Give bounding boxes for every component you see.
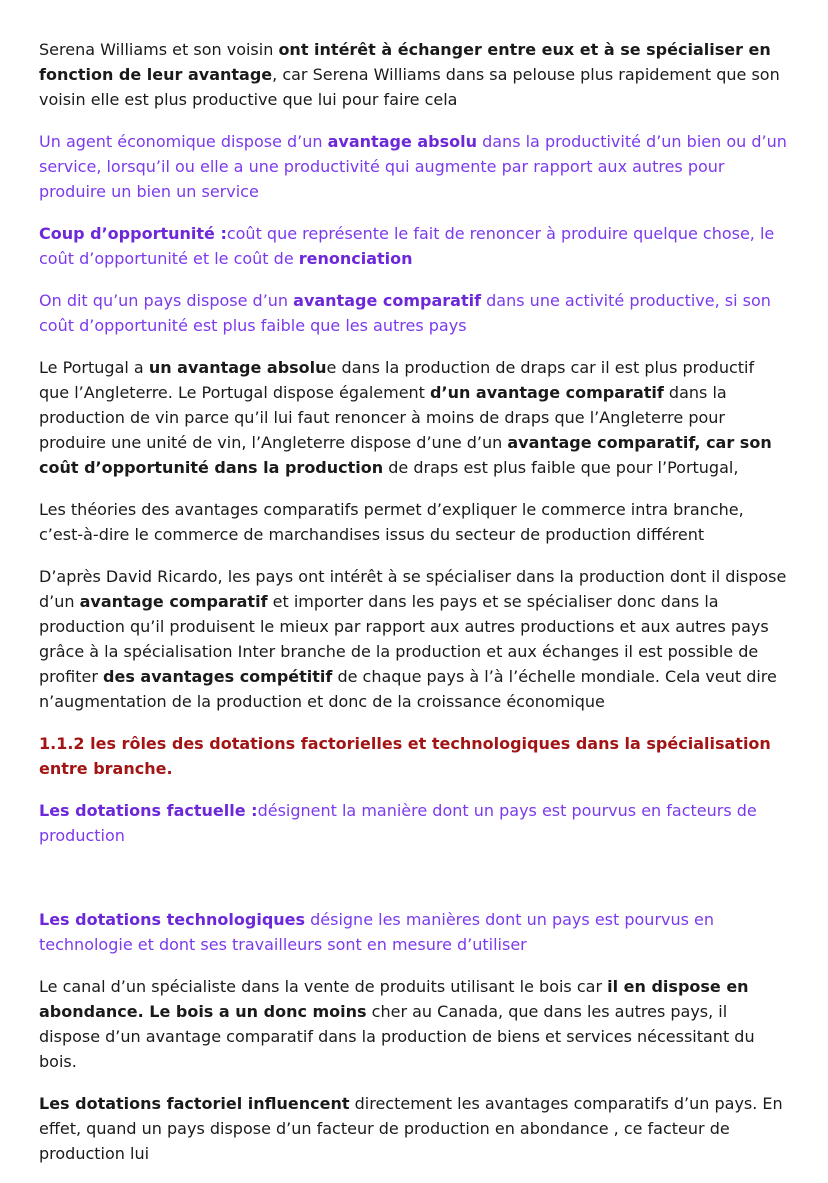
bold-run: il en dispose en abondance. Le bois a un donc moins [39,977,749,1021]
text-run: dans la production de vin parce qu’il lui faut renoncer à moins de draps que l’Angleterre pour produire une unité de vin, l’Angleterre dispose d’une d’un [39,383,727,452]
text-run: désigne les manières dont un pays est pourvus en technologie et dont ses travailleurs sont en mesure d’utiliser [39,910,715,954]
paragraph [39,798,789,848]
paragraph [39,974,789,1074]
section-heading [39,731,789,781]
paragraph [39,221,789,271]
bold-run: Les dotations technologiques [39,910,306,929]
bold-run: Les dotations factoriel influencent [39,1094,350,1113]
text-run: de draps est plus faible que pour l’Portugal, [383,458,739,477]
text-run: directement les avantages comparatifs d’un pays. En effet, quand un pays dispose d’un facteur de production en abondance , ce facteur de production lui [39,1094,783,1163]
text-run: Serena Williams et son voisin [39,40,279,59]
text-run: D’après David Ricardo, les pays ont intérêt à se spécialiser dans la production dont il dispose d’un [39,567,787,611]
text-run: Un agent économique dispose d’un [39,132,328,151]
text-run: Les théories des avantages comparatifs permet d’expliquer le commerce intra branche, c’est-à-dire le commerce de marchandises issus du secteur de production différent [39,500,744,544]
bold-run: avantage comparatif, car son coût d’opportunité dans la production [39,433,772,477]
text-run: et importer dans les pays et se spécialiser donc dans la production qu’il produisent le mieux par rapport aux autres productions et aux autres pays grâce à la spécialisation Inter branche de la production et aux échanges il est possible de profiter [39,592,769,686]
document-page [39,37,789,1183]
paragraph [39,355,789,480]
bold-run: renonciation [298,249,413,268]
text-run: dans la productivité d’un bien ou d’un service, lorsqu’il ou elle a une productivité qui augmente par rapport aux autres pour produire un bien un service [39,132,787,201]
text-run: , car Serena Williams dans sa pelouse plus rapidement que son voisin elle est plus productive que lui pour faire cela [39,65,780,109]
bold-run: un avantage absolu [148,358,327,377]
text-run: e dans la production de draps car il est plus productif que l’Angleterre. Le Portugal dispose également [39,358,755,402]
text-run: de chaque pays à l’à l’échelle mondiale. Cela veut dire n’augmentation de la production et donc de la croissance économique [39,667,777,711]
bold-run: avantage comparatif [293,291,482,310]
text-run: Le canal d’un spécialiste dans la vente de produits utilisant le bois car [39,977,608,996]
bold-run: avantage comparatif [79,592,268,611]
paragraph [39,907,789,957]
text-run: On dit qu’un pays dispose d’un [39,291,294,310]
text-run: coût que représente le fait de renoncer à produire quelque chose, le coût d’opportunité et le coût de [39,224,775,268]
paragraph [39,497,789,547]
text-run: cher au Canada, que dans les autres pays, il dispose d’un avantage comparatif dans la production de biens et services nécessitant du bois. [39,1002,755,1071]
bold-run: Les dotations factuelle : [39,801,258,820]
blank-gap [39,865,789,907]
bold-run: avantage absolu [327,132,477,151]
paragraph [39,1091,789,1166]
bold-run: Coup d’opportunité : [39,224,227,243]
bold-run: des avantages compétitif [103,667,333,686]
paragraph [39,37,789,112]
text-run: dans une activité productive, si son coût d’opportunité est plus faible que les autres pays [39,291,771,335]
bold-run: d’un avantage comparatif [430,383,664,402]
paragraph [39,129,789,204]
text-run: 1.1.2 les rôles des dotations factorielles et technologiques dans la spécialisation entre branche. [39,734,771,778]
text-run: Le Portugal a [39,358,149,377]
paragraph [39,564,789,714]
text-run: désignent la manière dont un pays est pourvus en facteurs de production [39,801,757,845]
bold-run: ont intérêt à échanger entre eux et à se spécialiser en fonction de leur avantage [39,40,771,84]
paragraph [39,288,789,338]
